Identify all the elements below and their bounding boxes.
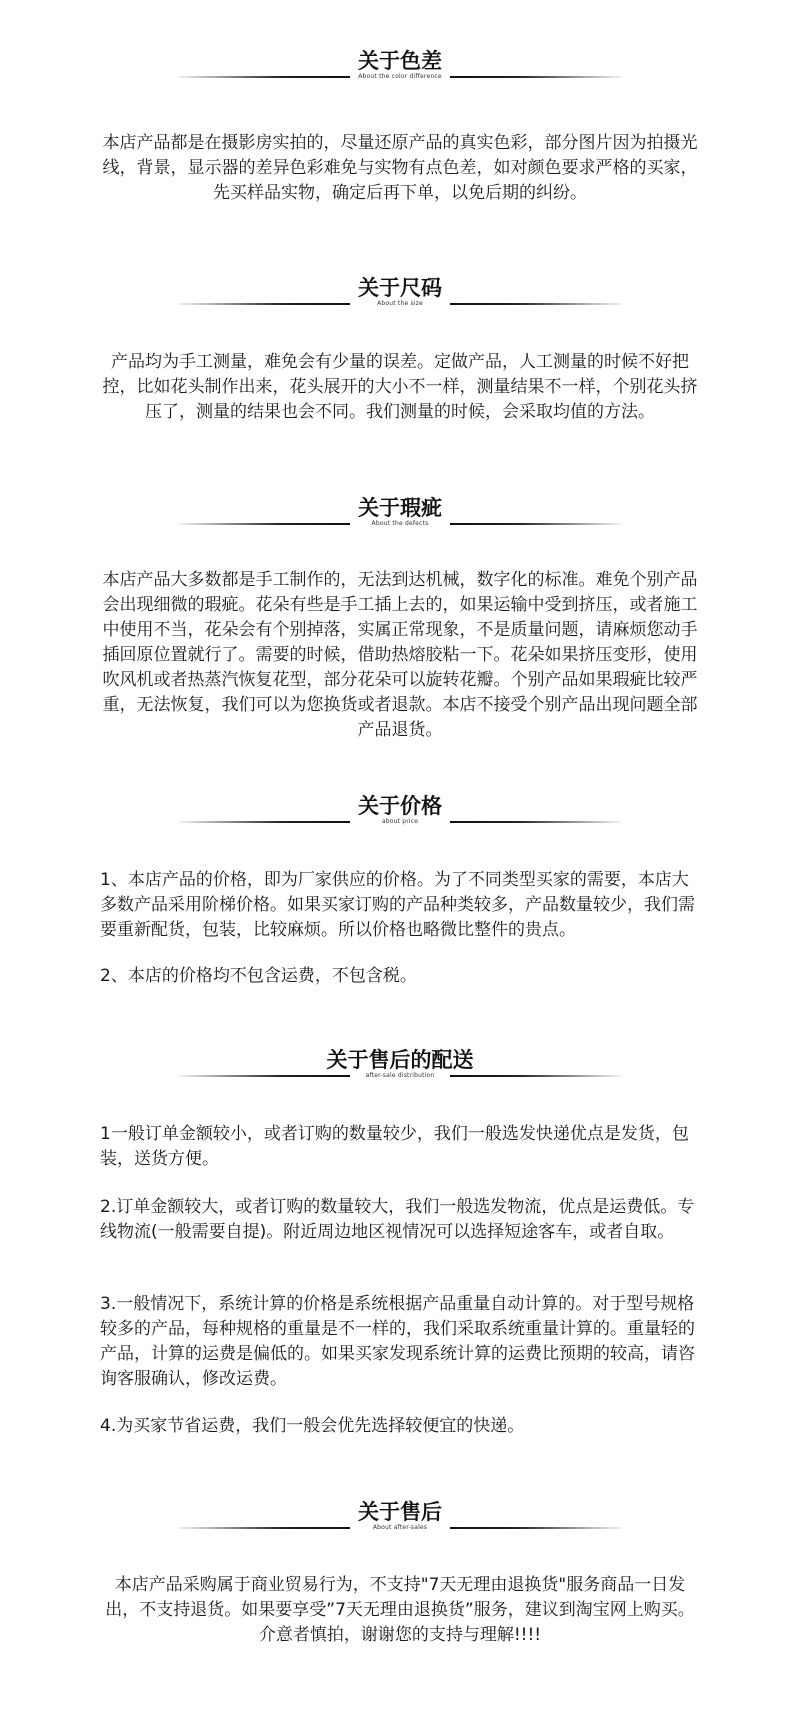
section-subtitle: About the size (377, 300, 423, 307)
section-paragraph: 本店产品大多数都是手工制作的，无法到达机械，数字化的标准。难免个别产品会出现细微的瑕疵。花朵有些是手工插上去的，如果运输中受到挤压，或者施工中使用不当，花朵会有个别掉落，实属正常现象，不是质量问题，请麻烦您动手插回原位置就行了。需要的时候，借助热熔胶粘一下。花朵如果挤压变形，使用吹风机或者热蒸汽恢复花型，部分花朵可以旋转花瓣。个别产品如果瑕疵比较严重，无法恢复，我们可以为您换货或者退款。本店不接受个别产品出现问题全部产品退货。 (102, 570, 698, 740)
section-paragraph: 3.一般情况下，系统计算的价格是系统根据产品重量自动计算的。对于型号规格较多的产品，每种规格的重量是不一样的，我们采取系统重量计算的。重量轻的产品，计算的运费是偏低的。如果买家发现系统计算的运费比预期的较高，请咨询客服确认，修改运费。 (100, 1294, 695, 1389)
section-subtitle: about price (381, 818, 419, 825)
section-subtitle: About after-sales (372, 1524, 428, 1531)
section-title: 关于售后的配送 (326, 1048, 474, 1072)
section-title: 关于色差 (358, 49, 442, 73)
section-paragraph: 1一般订单金额较小，或者订购的数量较少，我们一般选发快递优点是发货，包装，送货方便。 (100, 1124, 689, 1169)
section-divider (0, 816, 800, 828)
section-paragraph: 2、本店的价格均不包含运费，不包含税。 (100, 966, 417, 986)
section-divider (0, 1070, 800, 1082)
section-paragraph: 2.订单金额较大，或者订购的数量较大，我们一般选发物流，优点是运费低。专线物流(一般需要自提)。附近周边地区视情况可以选择短途客车，或者自取。 (100, 1197, 695, 1242)
section-paragraph: 产品均为手工测量，难免会有少量的误差。定做产品，人工测量的时候不好把控，比如花头制作出来，花头展开的大小不一样，测量结果不一样，个别花头挤压了，测量的结果也会不同。我们测量的时候，会采取均值的方法。 (102, 352, 698, 422)
section-paragraph: 1、本店产品的价格，即为厂家供应的价格。为了不同类型买家的需要，本店大多数产品采用阶梯价格。如果买家订购的产品种类较多，产品数量较少，我们需要重新配货，包装，比较麻烦。所以价格也略微比整件的贵点。 (100, 870, 695, 940)
section-divider (0, 298, 800, 310)
section-paragraph: 本店产品采购属于商业贸易行为，不支持"7天无理由退换货"服务商品一日发出，不支持退货。如果要享受”7天无理由退换货”服务，建议到淘宝网上购买。介意者慎拍，谢谢您的支持与理解!!!! (105, 1575, 695, 1645)
section-paragraph: 4.为买家节省运费，我们一般会优先选择较便宜的快递。 (100, 1416, 525, 1436)
divider-line-right (450, 1075, 622, 1077)
divider-line-right (450, 1527, 622, 1529)
divider-line-right (450, 821, 622, 823)
section-title: 关于瑕疵 (358, 496, 442, 520)
section-title: 关于尺码 (358, 276, 442, 300)
section-divider (0, 71, 800, 83)
section-title: 关于价格 (358, 794, 442, 818)
section-divider (0, 518, 800, 530)
section-paragraph: 本店产品都是在摄影房实拍的，尽量还原产品的真实色彩，部分图片因为拍摄光线，背景，显示器的差异色彩难免与实物有点色差，如对颜色要求严格的买家，先买样品实物，确定后再下单，以免后期的纠纷。 (102, 133, 698, 203)
section-subtitle: after-sale distribution (365, 1072, 435, 1079)
divider-line-right (450, 523, 622, 525)
section-title: 关于售后 (358, 1500, 442, 1524)
section-subtitle: About the defects (371, 520, 429, 527)
section-divider (0, 1522, 800, 1534)
divider-line-right (450, 76, 622, 78)
section-subtitle: About the color difference (358, 73, 442, 80)
divider-line-right (450, 303, 622, 305)
